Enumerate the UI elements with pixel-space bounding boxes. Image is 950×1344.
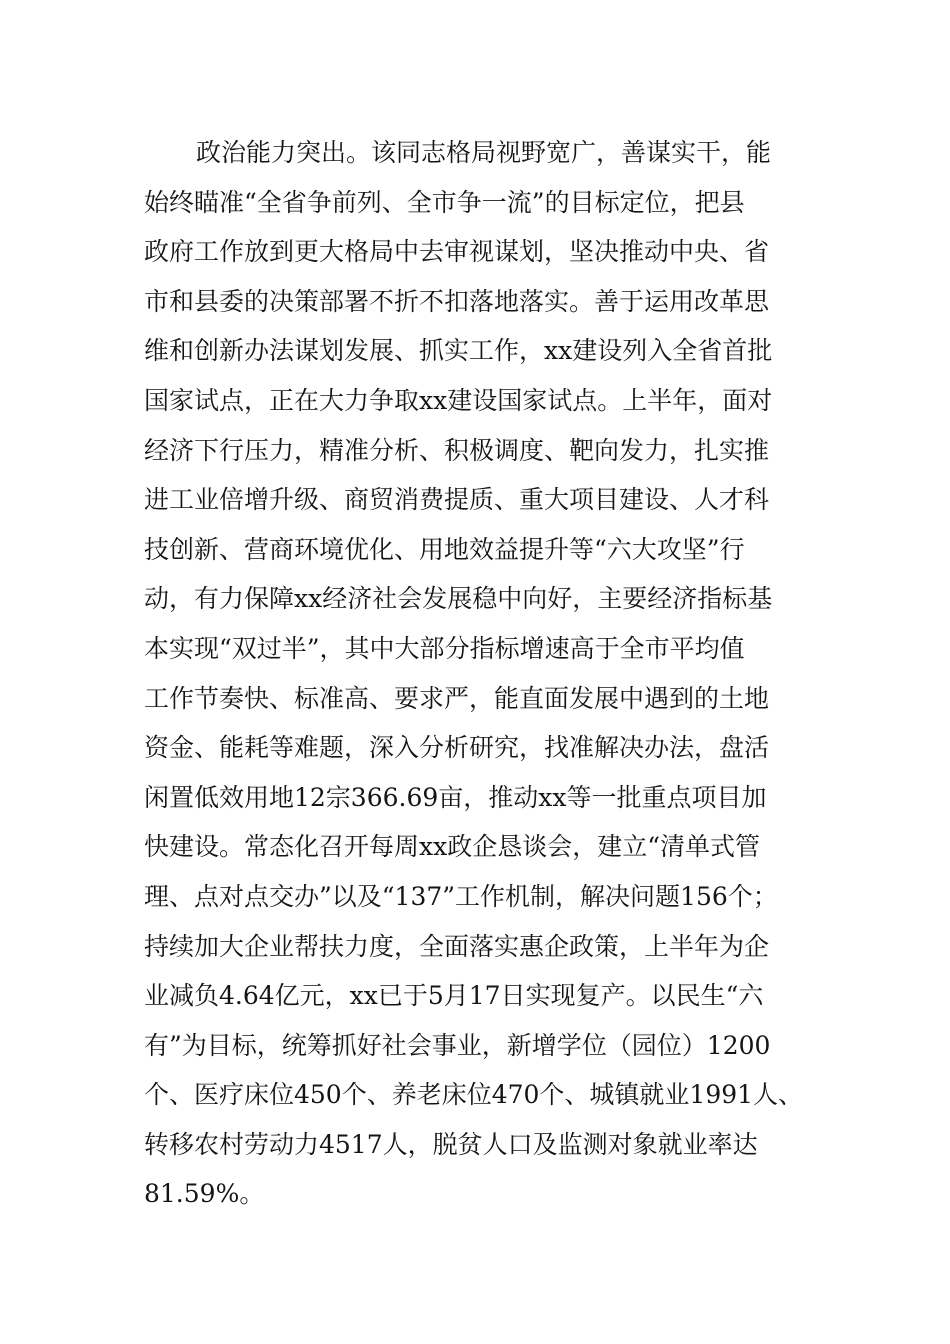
paragraph-line: 快建设。常态化召开每周xx政企恳谈会，建立“清单式管 [144, 832, 760, 862]
paragraph-line: 始终瞄准“全省争前列、全市争一流”的目标定位，把县 [144, 187, 745, 217]
paragraph-line: 经济下行压力，精准分析、积极调度、靶向发力，扎实推 [144, 435, 770, 465]
paragraph-line: 资金、能耗等难题，深入分析研究，找准解决办法，盘活 [144, 733, 770, 763]
paragraph-line: 政府工作放到更大格局中去审视谋划，坚决推动中央、省 [144, 237, 770, 267]
paragraph-line: 维和创新办法谋划发展、抓实工作，xx建设列入全省首批 [144, 336, 773, 366]
paragraph-line: 转移农村劳动力4517人，脱贫人口及监测对象就业率达 [144, 1129, 758, 1159]
paragraph-line: 业减负4.64亿元，xx已于5月17日实现复产。以民生“六 [144, 981, 764, 1011]
paragraph-line: 个、医疗床位450个、养老床位470个、城镇就业1991人、 [144, 1080, 804, 1110]
paragraph-line: 市和县委的决策部署不折不扣落地落实。善于运用改革思 [144, 286, 770, 316]
paragraph-line: 工作节奏快、标准高、要求严，能直面发展中遇到的土地 [144, 683, 770, 713]
paragraph-line: 持续加大企业帮扶力度，全面落实惠企政策，上半年为企 [144, 931, 770, 961]
paragraph-line: 理、点对点交办”以及“137”工作机制，解决问题156个； [144, 881, 778, 911]
body-paragraph [144, 128, 824, 1219]
paragraph-line: 技创新、营商环境优化、用地效益提升等“六大攻坚”行 [144, 534, 745, 564]
paragraph-line: 进工业倍增升级、商贸消费提质、重大项目建设、人才科 [144, 485, 770, 515]
paragraph-line: 国家试点，正在大力争取xx建设国家试点。上半年，面对 [144, 385, 773, 415]
paragraph-line: 动，有力保障xx经济社会发展稳中向好，主要经济指标基 [144, 584, 773, 614]
paragraph-line: 政治能力突出。该同志格局视野宽广，善谋实干，能 [196, 138, 772, 167]
paragraph-line: 闲置低效用地12宗366.69亩，推动xx等一批重点项目加 [144, 782, 767, 812]
paragraph-line: 本实现“双过半”，其中大部分指标增速高于全市平均值 [144, 633, 745, 663]
paragraph-line: 有”为目标，统筹抓好社会事业，新增学位（园位）1200 [144, 1030, 771, 1060]
paragraph-line: 81.59%。 [144, 1179, 265, 1209]
